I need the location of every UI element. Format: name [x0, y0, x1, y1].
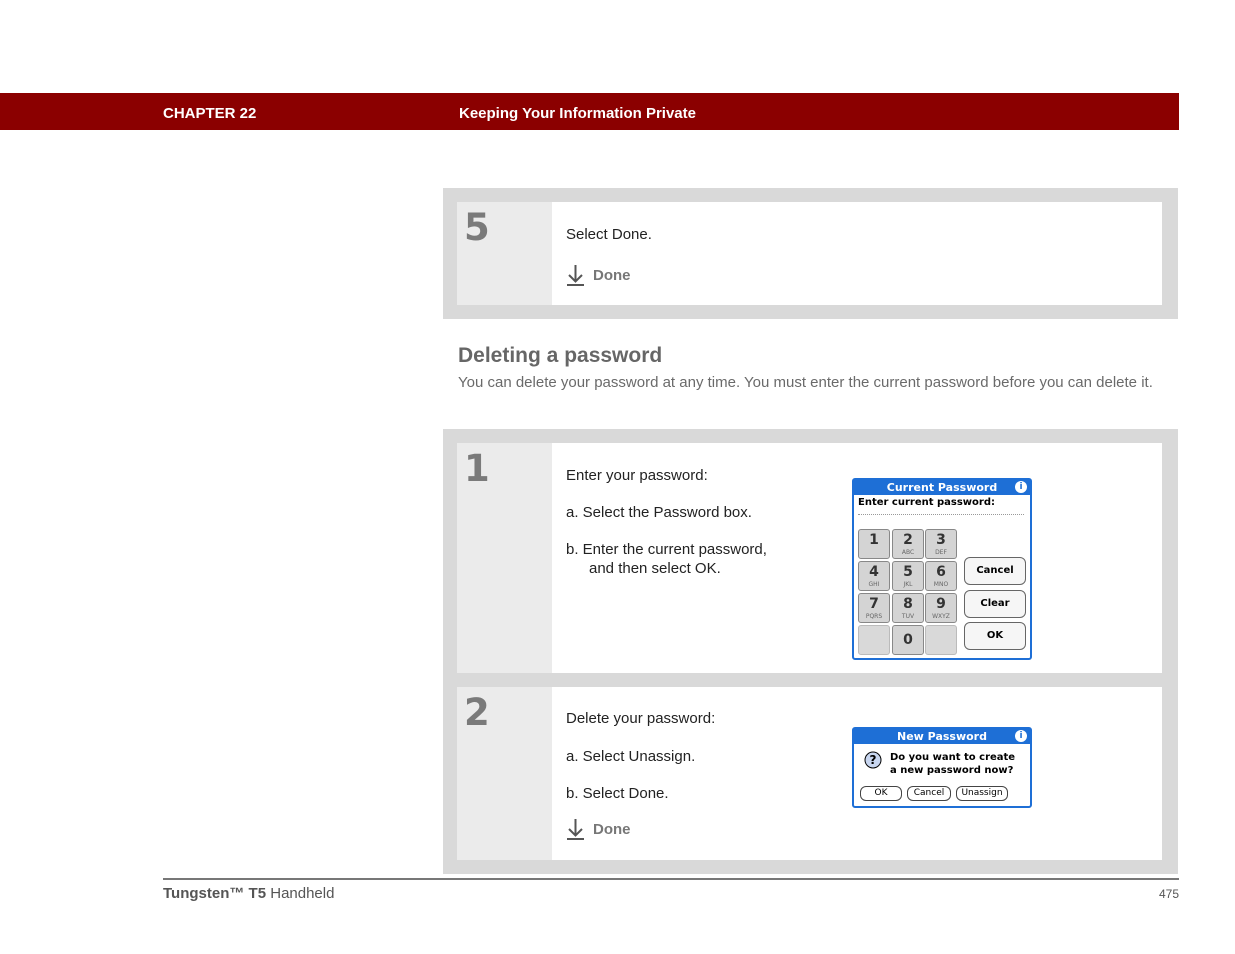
footer-product-name: Tungsten™ T5: [163, 885, 267, 902]
keypad-key-4[interactable]: 4 GHI: [858, 561, 890, 591]
chapter-number: CHAPTER 22: [163, 105, 257, 122]
dialog-title-bar: [854, 480, 1030, 495]
done-indicator: [566, 264, 631, 286]
footer-product: [163, 885, 334, 902]
info-icon[interactable]: i: [1015, 730, 1027, 742]
keypad-key-9[interactable]: 9 WXYZ: [925, 593, 957, 623]
done-indicator: [566, 818, 631, 840]
step-substep-b: b. Select Done.: [566, 785, 669, 802]
cancel-button[interactable]: Cancel: [964, 557, 1026, 585]
done-label: Done: [593, 266, 631, 284]
dialog-title-bar: [854, 729, 1030, 744]
current-password-dialog: [852, 478, 1032, 660]
step-instruction: Enter your password:: [566, 467, 708, 484]
chapter-title: Keeping Your Information Private: [459, 105, 696, 122]
step-5-box: [443, 188, 1178, 319]
step-instruction: Delete your password:: [566, 710, 716, 727]
keypad-key-5[interactable]: 5 JKL: [892, 561, 924, 591]
section-heading: Deleting a password: [458, 344, 663, 367]
steps-box: [443, 429, 1178, 874]
step-number: 5: [464, 206, 490, 249]
dialog-title: New Password: [897, 730, 987, 743]
keypad-key-1[interactable]: 1: [858, 529, 890, 559]
cancel-button[interactable]: Cancel: [907, 786, 951, 801]
keypad-blank-key: [858, 625, 890, 655]
password-field[interactable]: [858, 514, 1024, 515]
keypad-key-8[interactable]: 8 TUV: [892, 593, 924, 623]
keypad-key-6[interactable]: 6 MNO: [925, 561, 957, 591]
keypad-key-2[interactable]: 2 ABC: [892, 529, 924, 559]
keypad-key-3[interactable]: 3 DEF: [925, 529, 957, 559]
svg-text:?: ?: [869, 753, 877, 767]
done-arrow-icon: [566, 264, 585, 286]
step-number-column: [457, 687, 552, 860]
footer-divider: [163, 878, 1179, 880]
chapter-header-bar: [0, 93, 1179, 130]
step-substep-a: a. Select Unassign.: [566, 748, 696, 765]
dialog-question-line-1: Do you want to create: [890, 752, 1016, 763]
dialog-question-line-2: a new password now?: [890, 765, 1014, 776]
keypad-key-0[interactable]: 0: [892, 625, 924, 655]
done-arrow-icon: [566, 818, 585, 840]
step-2: [457, 687, 1162, 860]
step-substep-a: a. Select the Password box.: [566, 504, 752, 521]
step-instruction: Select Done.: [566, 226, 652, 243]
dialog-title: Current Password: [886, 481, 998, 494]
new-password-dialog: [852, 727, 1032, 808]
done-label: Done: [593, 820, 631, 838]
password-prompt: Enter current password:: [858, 497, 996, 508]
keypad-key-7[interactable]: 7 PQRS: [858, 593, 890, 623]
question-icon: [864, 751, 882, 769]
step-1: [457, 443, 1162, 673]
step-number-column: [457, 443, 552, 673]
footer-product-suffix: Handheld: [266, 885, 335, 902]
step-substep-b-cont: and then select OK.: [589, 560, 721, 577]
info-icon[interactable]: i: [1015, 481, 1027, 493]
clear-button[interactable]: Clear: [964, 590, 1026, 618]
step-substep-b: b. Enter the current password,: [566, 541, 767, 558]
section-description: You can delete your password at any time. You must enter the current password before you can delete it.: [458, 374, 1153, 391]
step-number-column: [457, 202, 552, 305]
step-number: 2: [464, 691, 490, 734]
keypad-blank-key: [925, 625, 957, 655]
ok-button[interactable]: OK: [860, 786, 902, 801]
page-number: 475: [1158, 887, 1179, 901]
step-number: 1: [464, 447, 490, 490]
ok-button[interactable]: OK: [964, 622, 1026, 650]
unassign-button[interactable]: Unassign: [956, 786, 1008, 801]
